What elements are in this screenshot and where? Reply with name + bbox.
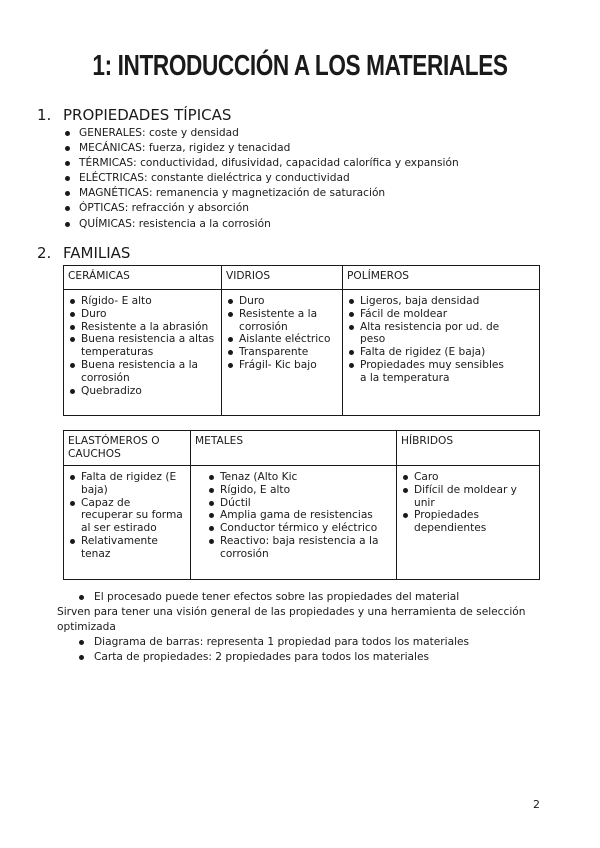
- page-title: 1: INTRODUCCIÓN A LOS MATERIALES: [92, 50, 508, 82]
- table-cell: [343, 290, 540, 416]
- list-item: Ligeros, baja densidad: [343, 295, 509, 308]
- list-item: Quebradizo: [64, 385, 217, 398]
- list-item: ELÉCTRICAS: constante dieléctrica y conductividad: [62, 171, 459, 186]
- section-number: 1.: [37, 106, 52, 124]
- list-item: TÉRMICAS: conductividad, difusividad, capacidad calorífica y expansión: [62, 156, 459, 171]
- list-item: Relativamente tenaz: [64, 535, 184, 561]
- section-heading-familias: [37, 244, 130, 262]
- list-item: Fácil de moldear: [343, 308, 509, 321]
- list-item: Reactivo: baja resistencia a la corrosión: [203, 535, 394, 561]
- list-item: Propiedades dependientes: [397, 509, 531, 535]
- list-item: Propiedades muy sensibles a la temperatura: [343, 359, 509, 385]
- page-number: 2: [533, 798, 540, 811]
- list-item: Falta de rigidez (E baja): [343, 346, 509, 359]
- list-item: Frágil- Kic bajo: [222, 359, 338, 372]
- table-header-cell: ELASTÓMEROS O CAUCHOS: [64, 431, 191, 466]
- list-item: Alta resistencia por ud. de peso: [343, 321, 509, 347]
- list-item: Duro: [64, 308, 217, 321]
- list-item: Conductor térmico y eléctrico: [203, 522, 394, 535]
- table-cell: [64, 290, 222, 416]
- section-title: FAMILIAS: [63, 244, 131, 262]
- list-item: Dúctil: [203, 497, 394, 510]
- table-header-cell: VIDRIOS: [222, 266, 343, 290]
- list-item: MECÁNICAS: fuerza, rigidez y tenacidad: [62, 141, 459, 156]
- table-header-cell: POLÍMEROS: [343, 266, 540, 290]
- table-cell: [191, 466, 397, 580]
- table-cell: [397, 466, 540, 580]
- table-cell: [222, 290, 343, 416]
- list-item: Diagrama de barras: representa 1 propiedad para todos los materiales: [57, 635, 537, 650]
- list-item: MAGNÉTICAS: remanencia y magnetización de saturación: [62, 186, 459, 201]
- list-item: Tenaz (Alto Kic: [203, 471, 394, 484]
- list-item: Amplia gama de resistencias: [203, 509, 394, 522]
- families-table-2: [63, 430, 540, 580]
- list-item: GENERALES: coste y densidad: [62, 126, 459, 141]
- list-item: Resistente a la abrasión: [64, 321, 217, 334]
- notes-block: [57, 590, 537, 665]
- list-item: El procesado puede tener efectos sobre las propiedades del material: [57, 590, 537, 605]
- table-header-cell: METALES: [191, 431, 397, 466]
- section-title: PROPIEDADES TÍPICAS: [63, 106, 232, 124]
- list-item: Transparente: [222, 346, 338, 359]
- list-item: Duro: [222, 295, 338, 308]
- list-item: Falta de rigidez (E baja): [64, 471, 184, 497]
- section-heading-propiedades: [37, 106, 231, 124]
- list-item: Rígido- E alto: [64, 295, 217, 308]
- list-item: Rígido, E alto: [203, 484, 394, 497]
- list-item: Difícil de moldear y unir: [397, 484, 531, 510]
- list-item: Caro: [397, 471, 531, 484]
- list-item: Resistente a la corrosión: [222, 308, 338, 334]
- list-item: Aislante eléctrico: [222, 333, 338, 346]
- list-item: Buena resistencia a altas temperaturas: [64, 333, 217, 359]
- properties-list: [62, 126, 459, 232]
- notes-paragraph: Sirven para tener una visión general de las propiedades y una herramienta de selección optimizada: [57, 606, 526, 634]
- table-header-cell: CERÁMICAS: [64, 266, 222, 290]
- list-item: Capaz de recuperar su forma al ser estirado: [64, 497, 184, 535]
- list-item: Buena resistencia a la corrosión: [64, 359, 217, 385]
- table-header-cell: HÍBRIDOS: [397, 431, 540, 466]
- table-cell: [64, 466, 191, 580]
- list-item: QUÍMICAS: resistencia a la corrosión: [62, 217, 459, 232]
- list-item: ÓPTICAS: refracción y absorción: [62, 201, 459, 216]
- list-item: Carta de propiedades: 2 propiedades para todos los materiales: [57, 650, 537, 665]
- families-table-1: [63, 265, 540, 416]
- section-number: 2.: [37, 244, 52, 262]
